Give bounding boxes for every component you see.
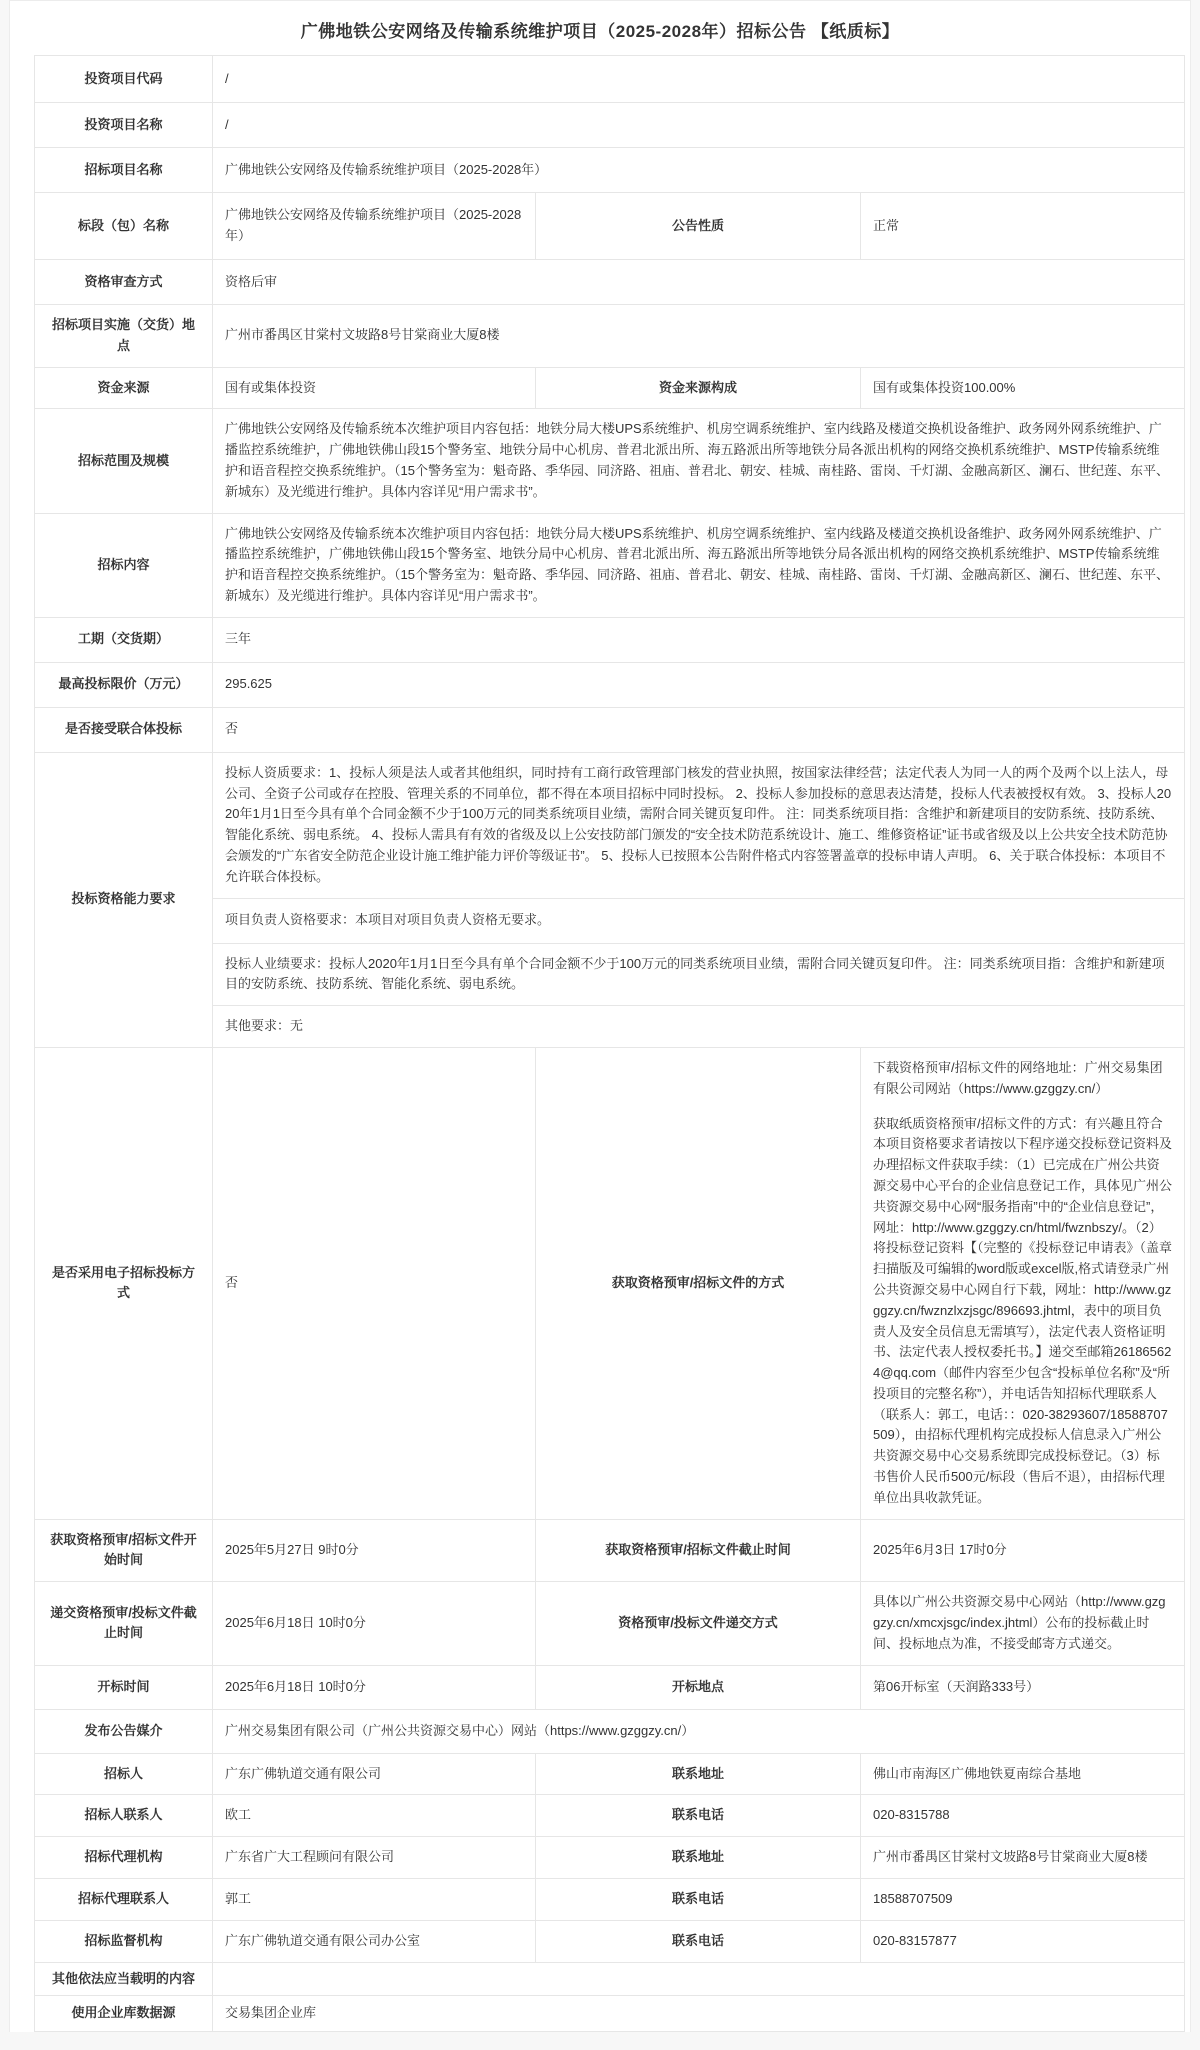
row-tenderer-contact xyxy=(35,1795,1185,1837)
value-delivery-location: 广州市番禺区甘棠村文坡路8号甘棠商业大厦8楼 xyxy=(213,305,1185,368)
label-tenderer-phone: 联系电话 xyxy=(536,1795,861,1837)
label-duration: 工期（交货期） xyxy=(35,617,213,662)
value-tender-scope: 广佛地铁公安网络及传输系统本次维护项目内容包括：地铁分局大楼UPS系统维护、机房空调系统维护、室内线路及楼道交换机设备维护、政务网外网系统维护、广播监控系统维护，广佛地铁佛山段15个警务室、地铁分局中心机房、普君北派出所、海五路派出所等地铁分局各派出机构的网络交换机系统维护、MSTP传输系统维护和语音程控交换系统维护。（15个警务室为：魁奇路、季华园、同济路、祖庙、普君北、朝安、桂城、南桂路、雷岗、千灯湖、金融高新区、澜石、世纪莲、东平、新城东）及光缆进行维护。具体内容详见“用户需求书”。 xyxy=(213,409,1185,513)
row-section-name xyxy=(35,193,1185,260)
row-fund-source xyxy=(35,367,1185,409)
label-qualification-review: 资格审查方式 xyxy=(35,260,213,305)
value-consortium-accepted: 否 xyxy=(213,707,1185,752)
label-document-deadline: 获取资格预审/招标文件截止时间 xyxy=(536,1519,861,1582)
value-document-acquisition-method xyxy=(861,1047,1185,1519)
value-project-leader-requirement: 项目负责人资格要求：本项目对项目负责人资格无要求。 xyxy=(213,898,1185,943)
value-opening-time: 2025年6月18日 10时0分 xyxy=(213,1665,536,1709)
label-submission-deadline: 递交资格预审/投标文件截止时间 xyxy=(35,1582,213,1665)
label-opening-place: 开标地点 xyxy=(536,1665,861,1709)
row-tenderer xyxy=(35,1753,1185,1795)
label-fund-source: 资金来源 xyxy=(35,367,213,409)
row-duration xyxy=(35,617,1185,662)
row-invest-project-code xyxy=(35,56,1185,103)
value-supervision-org: 广东广佛轨道交通有限公司办公室 xyxy=(213,1920,536,1962)
value-invest-project-name: / xyxy=(213,103,1185,148)
value-electronic-bidding: 否 xyxy=(213,1047,536,1519)
row-document-start-time xyxy=(35,1519,1185,1582)
label-max-bid-price: 最高投标限价（万元） xyxy=(35,662,213,707)
value-max-bid-price: 295.625 xyxy=(213,662,1185,707)
value-fund-source: 国有或集体投资 xyxy=(213,367,536,409)
document-download-address: 下载资格预审/招标文件的网络地址：广州交易集团有限公司网站（https://www.gzggzy.cn/） xyxy=(873,1059,1163,1096)
value-duration: 三年 xyxy=(213,617,1185,662)
row-opening-time xyxy=(35,1665,1185,1709)
row-qualification-review xyxy=(35,260,1185,305)
value-enterprise-database: 交易集团企业库 xyxy=(213,1996,1185,2032)
label-bidder-capability: 投标资格能力要求 xyxy=(35,752,213,1047)
row-announcement-media xyxy=(35,1709,1185,1753)
value-tender-content: 广佛地铁公安网络及传输系统本次维护项目内容包括：地铁分局大楼UPS系统维护、机房空调系统维护、室内线路及楼道交换机设备维护、政务网外网系统维护、广播监控系统维护，广佛地铁佛山段15个警务室、地铁分局中心机房、普君北派出所、海五路派出所等地铁分局各派出机构的网络交换机系统维护、MSTP传输系统维护和语音程控交换系统维护。（15个警务室为：魁奇路、季华园、同济路、祖庙、普君北、朝安、桂城、南桂路、雷岗、千灯湖、金融高新区、澜石、世纪莲、东平、新城东）及光缆进行维护。具体内容详见“用户需求书”。 xyxy=(213,513,1185,617)
value-tenderer-address: 佛山市南海区广佛地铁夏南综合基地 xyxy=(861,1753,1185,1795)
label-other-legal-content: 其他依法应当载明的内容 xyxy=(35,1962,213,1996)
label-electronic-bidding: 是否采用电子招标投标方式 xyxy=(35,1047,213,1519)
label-consortium-accepted: 是否接受联合体投标 xyxy=(35,707,213,752)
label-announcement-media: 发布公告媒介 xyxy=(35,1709,213,1753)
label-supervision-phone: 联系电话 xyxy=(536,1920,861,1962)
value-agency-phone: 18588707509 xyxy=(861,1879,1185,1921)
page-title: 广佛地铁公安网络及传输系统维护项目（2025-2028年）招标公告 【纸质标】 xyxy=(300,22,900,41)
value-tenderer-contact: 欧工 xyxy=(213,1795,536,1837)
label-document-acquisition-method: 获取资格预审/招标文件的方式 xyxy=(536,1047,861,1519)
value-other-legal-content xyxy=(213,1962,1185,1996)
label-agency-contact: 招标代理联系人 xyxy=(35,1879,213,1921)
row-other-legal-content xyxy=(35,1962,1185,1996)
label-agency-address: 联系地址 xyxy=(536,1837,861,1879)
value-submission-method: 具体以广州公共资源交易中心网站（http://www.gzggzy.cn/xmcxjsgc/index.jhtml）公布的投标截止时间、投标地点为准，不接受邮寄方式递交。 xyxy=(861,1582,1185,1665)
label-notice-nature: 公告性质 xyxy=(536,193,861,260)
row-delivery-location xyxy=(35,305,1185,368)
value-agency-contact: 郭工 xyxy=(213,1879,536,1921)
label-tenderer: 招标人 xyxy=(35,1753,213,1795)
value-agency: 广东省广大工程顾问有限公司 xyxy=(213,1837,536,1879)
value-qualification-review: 资格后审 xyxy=(213,260,1185,305)
label-tender-scope: 招标范围及规模 xyxy=(35,409,213,513)
value-bidder-performance: 投标人业绩要求：投标人2020年1月1日至今具有单个合同金额不少于100万元的同类系统项目业绩，需附合同关键页复印件。 注：同类系统项目指：含维护和新建项目的安防系统、技防系统、智能化系统、弱电系统。 xyxy=(213,943,1185,1006)
value-fund-composition: 国有或集体投资100.00% xyxy=(861,367,1185,409)
label-invest-project-name: 投资项目名称 xyxy=(35,103,213,148)
row-tender-project-name xyxy=(35,148,1185,193)
label-section-name: 标段（包）名称 xyxy=(35,193,213,260)
label-agency-phone: 联系电话 xyxy=(536,1879,861,1921)
row-bidder-capability xyxy=(35,752,1185,898)
label-document-start-time: 获取资格预审/招标文件开始时间 xyxy=(35,1519,213,1582)
value-tenderer: 广东广佛轨道交通有限公司 xyxy=(213,1753,536,1795)
label-invest-project-code: 投资项目代码 xyxy=(35,56,213,103)
row-consortium-accepted xyxy=(35,707,1185,752)
label-enterprise-database: 使用企业库数据源 xyxy=(35,1996,213,2032)
value-document-deadline: 2025年6月3日 17时0分 xyxy=(861,1519,1185,1582)
page-panel xyxy=(9,0,1191,2032)
row-agency xyxy=(35,1837,1185,1879)
row-enterprise-database xyxy=(35,1996,1185,2032)
value-bidder-qualification: 投标人资质要求：1、投标人须是法人或者其他组织，同时持有工商行政管理部门核发的营业执照，按国家法律经营；法定代表人为同一人的两个及两个以上法人，母公司、全资子公司或存在控股、管理关系的不同单位，都不得在本项目招标中同时投标。 2、投标人参加投标的意思表达清楚，投标人代表被授权有效。 3、投标人2020年1月1日至今具有单个合同金额不少于100万元的同类系统项目业绩，需附合同关键页复印件。 注：同类系统项目指：含维护和新建项目的安防系统、技防系统、智能化系统、弱电系统。 4、投标人需具有有效的省级及以上公安技防部门颁发的“安全技术防范系统设计、施工、维修资格证”证书或省级及以上公共安全技术防范协会颁发的“广东省安全防范企业设计施工维护能力评价等级证书”。 5、投标人已按照本公告附件格式内容签署盖章的投标申请人声明。 6、关于联合体投标：本项目不允许联合体投标。 xyxy=(213,752,1185,898)
row-submission-deadline xyxy=(35,1582,1185,1665)
label-tenderer-address: 联系地址 xyxy=(536,1753,861,1795)
row-max-bid-price xyxy=(35,662,1185,707)
label-tenderer-contact: 招标人联系人 xyxy=(35,1795,213,1837)
row-tender-content xyxy=(35,513,1185,617)
value-submission-deadline: 2025年6月18日 10时0分 xyxy=(213,1582,536,1665)
value-document-start-time: 2025年5月27日 9时0分 xyxy=(213,1519,536,1582)
label-supervision-org: 招标监督机构 xyxy=(35,1920,213,1962)
value-tender-project-name: 广佛地铁公安网络及传输系统维护项目（2025-2028年） xyxy=(213,148,1185,193)
tender-info-table xyxy=(34,55,1185,2032)
value-other-requirements: 其他要求：无 xyxy=(213,1006,1185,1048)
value-agency-address: 广州市番禺区甘棠村文坡路8号甘棠商业大厦8楼 xyxy=(861,1837,1185,1879)
row-tender-scope xyxy=(35,409,1185,513)
label-opening-time: 开标时间 xyxy=(35,1665,213,1709)
label-tender-project-name: 招标项目名称 xyxy=(35,148,213,193)
value-notice-nature: 正常 xyxy=(861,193,1185,260)
row-electronic-bidding xyxy=(35,1047,1185,1519)
label-fund-composition: 资金来源构成 xyxy=(536,367,861,409)
label-agency: 招标代理机构 xyxy=(35,1837,213,1879)
row-supervision-org xyxy=(35,1920,1185,1962)
label-delivery-location: 招标项目实施（交货）地点 xyxy=(35,305,213,368)
row-invest-project-name xyxy=(35,103,1185,148)
label-tender-content: 招标内容 xyxy=(35,513,213,617)
value-supervision-phone: 020-83157877 xyxy=(861,1920,1185,1962)
label-submission-method: 资格预审/投标文件递交方式 xyxy=(536,1582,861,1665)
value-announcement-media: 广州交易集团有限公司（广州公共资源交易中心）网站（https://www.gzggzy.cn/） xyxy=(213,1709,1185,1753)
value-tenderer-phone: 020-8315788 xyxy=(861,1795,1185,1837)
value-section-name: 广佛地铁公安网络及传输系统维护项目（2025-2028年） xyxy=(213,193,536,260)
value-opening-place: 第06开标室（天润路333号） xyxy=(861,1665,1185,1709)
paper-document-procedure: 获取纸质资格预审/招标文件的方式：有兴趣且符合本项目资格要求者请按以下程序递交投标登记资料及办理招标文件获取手续：（1）已完成在广州公共资源交易中心平台的企业信息登记工作，具体见广州公共资源交易中心网“服务指南”中的“企业信息登记”，网址：http://www.gzggzy.cn/html/fwznbszy/。（2）将投标登记资料【（完整的《投标登记申请表》（盖章扫描版及可编辑的word版或excel版,格式请登录广州公共资源交易中心网自行下载，网址：http://www.gzggzy.cn/fwznzlxzjsgc/896693.jhtml，表中的项目负责人及安全员信息无需填写），法定代表人资格证明书、法定代表人授权委托书。】递交至邮箱261865624@qq.com（邮件内容至少包含“投标单位名称”及“所投项目的完整名称”），并电话告知招标代理联系人（联系人：郭工，电话：：020-38293607/18588707509），由招标代理机构完成投标人信息录入广州公共资源交易中心交易系统即完成投标登记。（3）标书售价人民币500元/标段（售后不退），由招标代理单位出具收款凭证。 xyxy=(873,1115,1173,1505)
row-agency-contact xyxy=(35,1879,1185,1921)
value-invest-project-code: / xyxy=(213,56,1185,103)
